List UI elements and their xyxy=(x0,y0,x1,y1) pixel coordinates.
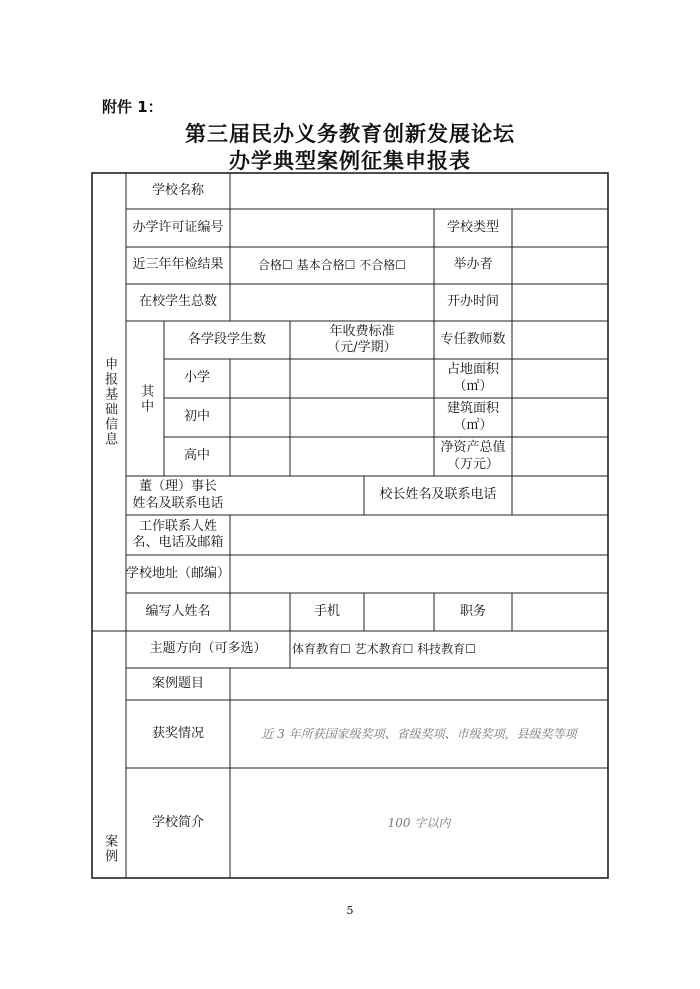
writer-label: 编写人姓名 xyxy=(145,603,211,619)
net-assets-label: 净资产总值 （万元） xyxy=(440,440,506,472)
building-area-label: 建筑面积 （㎡） xyxy=(446,401,499,433)
position-field[interactable] xyxy=(512,593,608,631)
net-assets-field[interactable] xyxy=(512,437,608,476)
stage-students-label: 各学段学生数 xyxy=(187,331,266,347)
chairman-label: 董（理）事长 姓名及联系电话 xyxy=(132,479,224,511)
position-label: 职务 xyxy=(459,603,486,619)
primary-label: 小学 xyxy=(183,370,210,386)
form-title-line2: 办学典型案例征集申报表 xyxy=(229,148,471,173)
fulltime-teachers-field[interactable] xyxy=(512,321,608,359)
section-case: 案例 xyxy=(102,834,118,864)
case-title-field[interactable] xyxy=(230,668,608,700)
license-no-field[interactable] xyxy=(230,209,434,247)
form-title-line1: 第三届民办义务教育创新发展论坛 xyxy=(185,121,515,146)
junior-label: 初中 xyxy=(183,409,210,425)
senior-fee-field[interactable] xyxy=(290,437,434,476)
phone-label: 手机 xyxy=(313,603,340,619)
intro-field[interactable]: 100 字以内 xyxy=(387,815,451,830)
phone-field[interactable] xyxy=(364,593,434,631)
land-area-label: 占地面积 （㎡） xyxy=(446,362,499,394)
total-students-label: 在校学生总数 xyxy=(138,294,217,310)
founded-field[interactable] xyxy=(512,284,608,321)
address-label: 学校地址（邮编） xyxy=(126,565,231,581)
senior-label: 高中 xyxy=(183,448,210,464)
among-label: 其中 xyxy=(138,383,154,414)
inspection-checkboxes[interactable]: 合格☐ 基本合格☐ 不合格☐ xyxy=(258,258,406,272)
fulltime-teachers-label: 专任教师数 xyxy=(440,331,506,347)
attachment-label: 附件 1： xyxy=(102,98,163,116)
junior-fee-field[interactable] xyxy=(290,398,434,437)
theme-label: 主题方向（可多选） xyxy=(149,641,267,657)
school-name-field[interactable] xyxy=(230,173,608,209)
contact-label: 工作联系人姓 名、电话及邮箱 xyxy=(132,518,224,550)
total-students-field[interactable] xyxy=(230,284,434,321)
inspection-label: 近三年年检结果 xyxy=(132,257,224,273)
address-field[interactable] xyxy=(230,555,608,593)
section-basic-info: 申报基础信息 xyxy=(102,357,118,447)
principal-label: 校长姓名及联系电话 xyxy=(379,487,497,503)
primary-students-field[interactable] xyxy=(230,359,290,398)
senior-students-field[interactable] xyxy=(230,437,290,476)
founded-label: 开办时间 xyxy=(446,294,499,310)
chairman-field[interactable] xyxy=(230,476,364,515)
awards-field[interactable]: 近 3 年所获国家级奖项、省级奖项、市级奖项，县级奖等项 xyxy=(261,726,577,741)
awards-label: 获奖情况 xyxy=(151,725,204,741)
principal-field[interactable] xyxy=(512,476,608,515)
contact-field[interactable] xyxy=(230,515,608,555)
school-name-label: 学校名称 xyxy=(151,182,204,198)
sponsor-field[interactable] xyxy=(512,247,608,284)
junior-students-field[interactable] xyxy=(230,398,290,437)
primary-fee-field[interactable] xyxy=(290,359,434,398)
license-no-label: 办学许可证编号 xyxy=(132,219,224,235)
school-type-field[interactable] xyxy=(512,209,608,247)
annual-fee-label: 年收费标准 （元/学期） xyxy=(327,323,397,355)
school-type-label: 学校类型 xyxy=(446,219,499,235)
land-area-field[interactable] xyxy=(512,359,608,398)
building-area-field[interactable] xyxy=(512,398,608,437)
theme-checkboxes[interactable]: 体育教育☐ 艺术教育☐ 科技教育☐ xyxy=(292,642,476,656)
page-number: 5 xyxy=(346,904,354,917)
writer-field[interactable] xyxy=(230,593,290,631)
case-title-label: 案例题目 xyxy=(151,675,204,691)
sponsor-label: 举办者 xyxy=(453,257,493,273)
intro-label: 学校简介 xyxy=(151,814,204,830)
